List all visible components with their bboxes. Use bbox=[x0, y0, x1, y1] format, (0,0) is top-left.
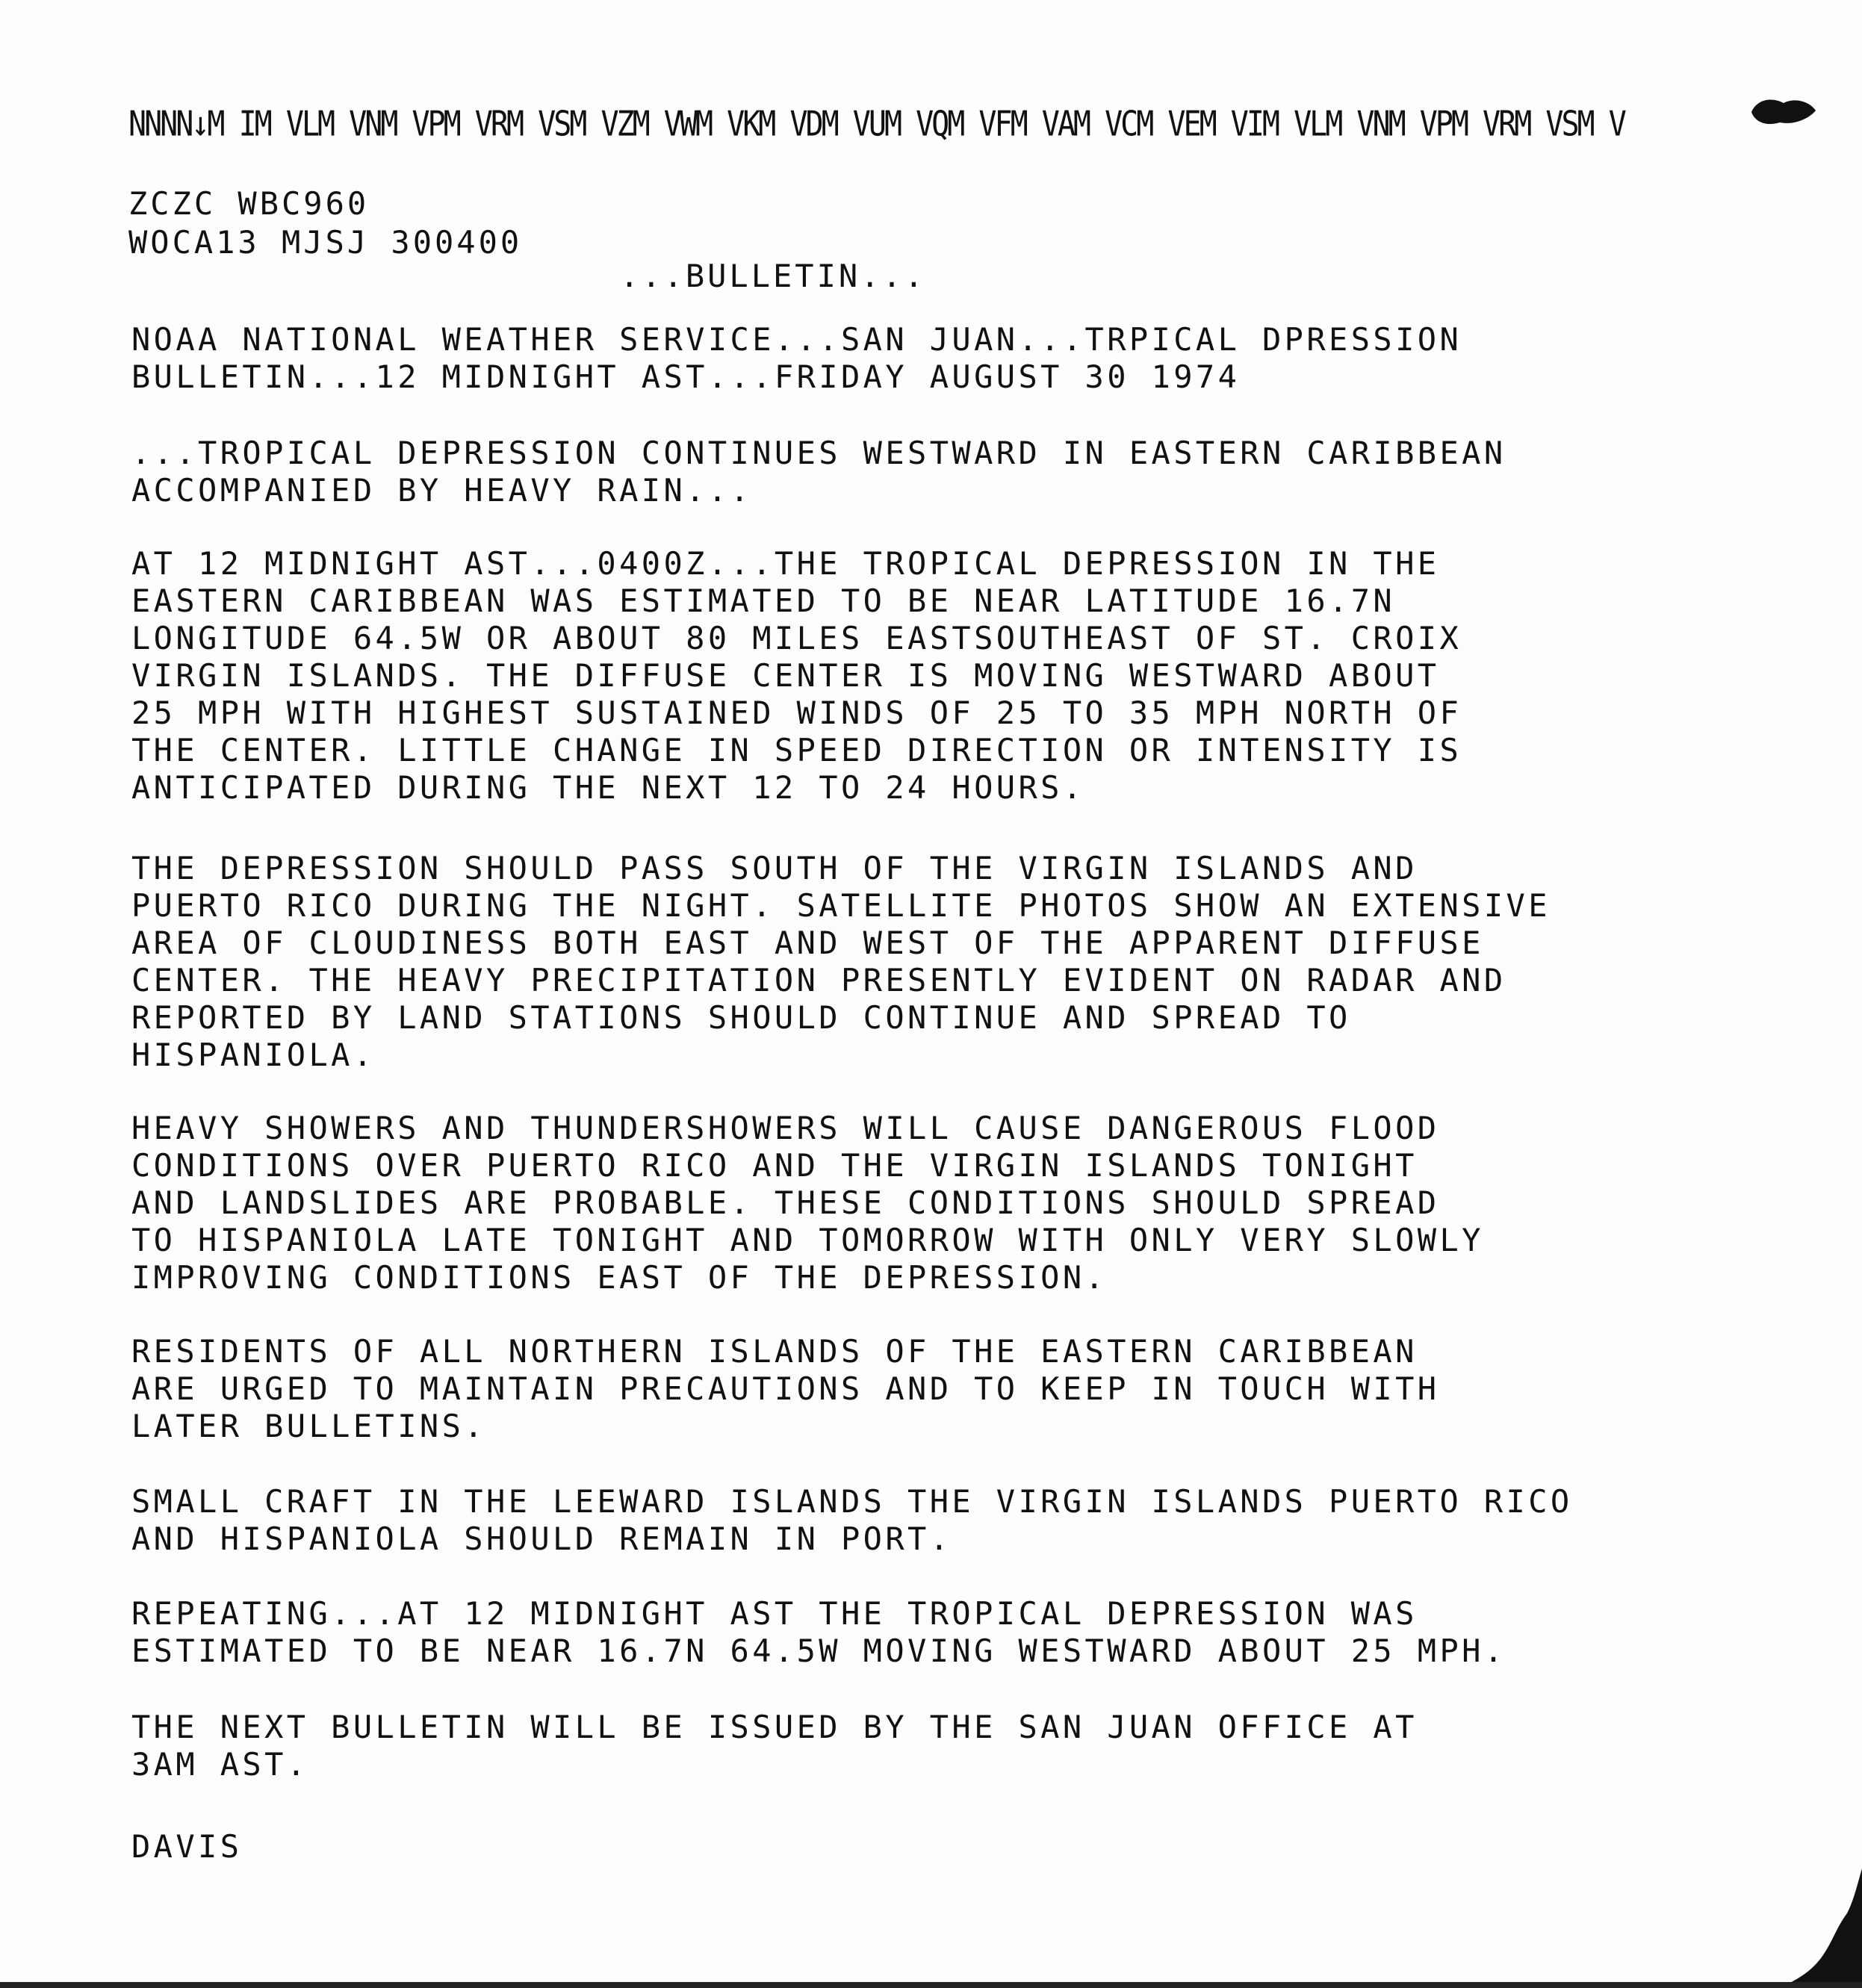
message-header-2: WOCA13 MJSJ 300400 bbox=[128, 224, 523, 261]
text-line: CENTER. THE HEAVY PRECIPITATION PRESENTLY EVIDENT ON RADAR AND bbox=[131, 962, 1506, 998]
text-line: IMPROVING CONDITIONS EAST OF THE DEPRESSION. bbox=[131, 1259, 1108, 1296]
text-line: SMALL CRAFT IN THE LEEWARD ISLANDS THE VIRGIN ISLANDS PUERTO RICO bbox=[131, 1483, 1573, 1520]
paragraph-next-bulletin bbox=[131, 1709, 1737, 1783]
page-bottom-edge bbox=[0, 1982, 1862, 1988]
text-line: ANTICIPATED DURING THE NEXT 12 TO 24 HOURS. bbox=[131, 769, 1085, 806]
ink-smudge-icon bbox=[1750, 96, 1817, 128]
text-line: REPEATING...AT 12 MIDNIGHT AST THE TROPICAL DEPRESSION WAS bbox=[131, 1595, 1418, 1632]
text-line: 3AM AST. bbox=[131, 1746, 309, 1783]
signature-block bbox=[131, 1828, 1737, 1866]
text-line: RESIDENTS OF ALL NORTHERN ISLANDS OF THE EASTERN CARIBBEAN bbox=[131, 1333, 1418, 1370]
text-line: LATER BULLETINS. bbox=[131, 1408, 486, 1444]
paragraph-flood-warning bbox=[131, 1110, 1737, 1296]
text-line: REPORTED BY LAND STATIONS SHOULD CONTINUE AND SPREAD TO bbox=[131, 999, 1351, 1036]
bulletin-title: ...BULLETIN... bbox=[620, 258, 927, 294]
text-line: HEAVY SHOWERS AND THUNDERSHOWERS WILL CAUSE DANGEROUS FLOOD bbox=[131, 1110, 1440, 1146]
paragraph-repeating bbox=[131, 1595, 1737, 1670]
text-line: TO HISPANIOLA LATE TONIGHT AND TOMORROW WITH ONLY VERY SLOWLY bbox=[131, 1222, 1484, 1258]
text-line: AT 12 MIDNIGHT AST...0400Z...THE TROPICAL DEPRESSION IN THE bbox=[131, 545, 1440, 582]
routing-line: NNNN↓M IM VLM VNM VPM VRM VSM VZM VWM VKM VDM VUM VQM VFM VAM VCM VEM VIM VLM VNM VPM VRM VSM V bbox=[128, 105, 1624, 144]
text-line: THE DEPRESSION SHOULD PASS SOUTH OF THE VIRGIN ISLANDS AND bbox=[131, 850, 1418, 886]
corner-stain-icon bbox=[1780, 1869, 1862, 1988]
paragraph-residents bbox=[131, 1333, 1737, 1445]
paragraph-heading bbox=[131, 321, 1737, 396]
text-line: THE CENTER. LITTLE CHANGE IN SPEED DIRECTION OR INTENSITY IS bbox=[131, 732, 1462, 768]
forecaster-name: DAVIS bbox=[131, 1828, 243, 1865]
text-line: THE NEXT BULLETIN WILL BE ISSUED BY THE SAN JUAN OFFICE AT bbox=[131, 1709, 1418, 1745]
text-line: AND HISPANIOLA SHOULD REMAIN IN PORT. bbox=[131, 1520, 952, 1557]
paragraph-track bbox=[131, 850, 1737, 1074]
text-line: PUERTO RICO DURING THE NIGHT. SATELLITE PHOTOS SHOW AN EXTENSIVE bbox=[131, 887, 1551, 924]
text-line: VIRGIN ISLANDS. THE DIFFUSE CENTER IS MOVING WESTWARD ABOUT bbox=[131, 657, 1440, 694]
text-line: AREA OF CLOUDINESS BOTH EAST AND WEST OF THE APPARENT DIFFUSE bbox=[131, 925, 1484, 961]
text-line: NOAA NATIONAL WEATHER SERVICE...SAN JUAN...TRPICAL DPRESSION bbox=[131, 321, 1462, 358]
text-line: 25 MPH WITH HIGHEST SUSTAINED WINDS OF 25 TO 35 MPH NORTH OF bbox=[131, 695, 1462, 731]
message-header-1: ZCZC WBC960 bbox=[128, 185, 370, 222]
paragraph-headline bbox=[131, 435, 1737, 509]
text-line: LONGITUDE 64.5W OR ABOUT 80 MILES EASTSOUTHEAST OF ST. CROIX bbox=[131, 620, 1462, 656]
text-line: ESTIMATED TO BE NEAR 16.7N 64.5W MOVING WESTWARD ABOUT 25 MPH. bbox=[131, 1633, 1506, 1669]
text-line: ACCOMPANIED BY HEAVY RAIN... bbox=[131, 472, 753, 509]
paragraph-position bbox=[131, 545, 1737, 807]
text-line: CONDITIONS OVER PUERTO RICO AND THE VIRGIN ISLANDS TONIGHT bbox=[131, 1147, 1418, 1184]
text-line: HISPANIOLA. bbox=[131, 1037, 376, 1073]
text-line: EASTERN CARIBBEAN WAS ESTIMATED TO BE NEAR LATITUDE 16.7N bbox=[131, 583, 1396, 619]
text-line: BULLETIN...12 MIDNIGHT AST...FRIDAY AUGUST 30 1974 bbox=[131, 358, 1241, 395]
text-line: ...TROPICAL DEPRESSION CONTINUES WESTWARD IN EASTERN CARIBBEAN bbox=[131, 435, 1506, 471]
text-line: ARE URGED TO MAINTAIN PRECAUTIONS AND TO KEEP IN TOUCH WITH bbox=[131, 1370, 1440, 1407]
text-line: AND LANDSLIDES ARE PROBABLE. THESE CONDITIONS SHOULD SPREAD bbox=[131, 1184, 1440, 1221]
paragraph-small-craft bbox=[131, 1483, 1737, 1558]
